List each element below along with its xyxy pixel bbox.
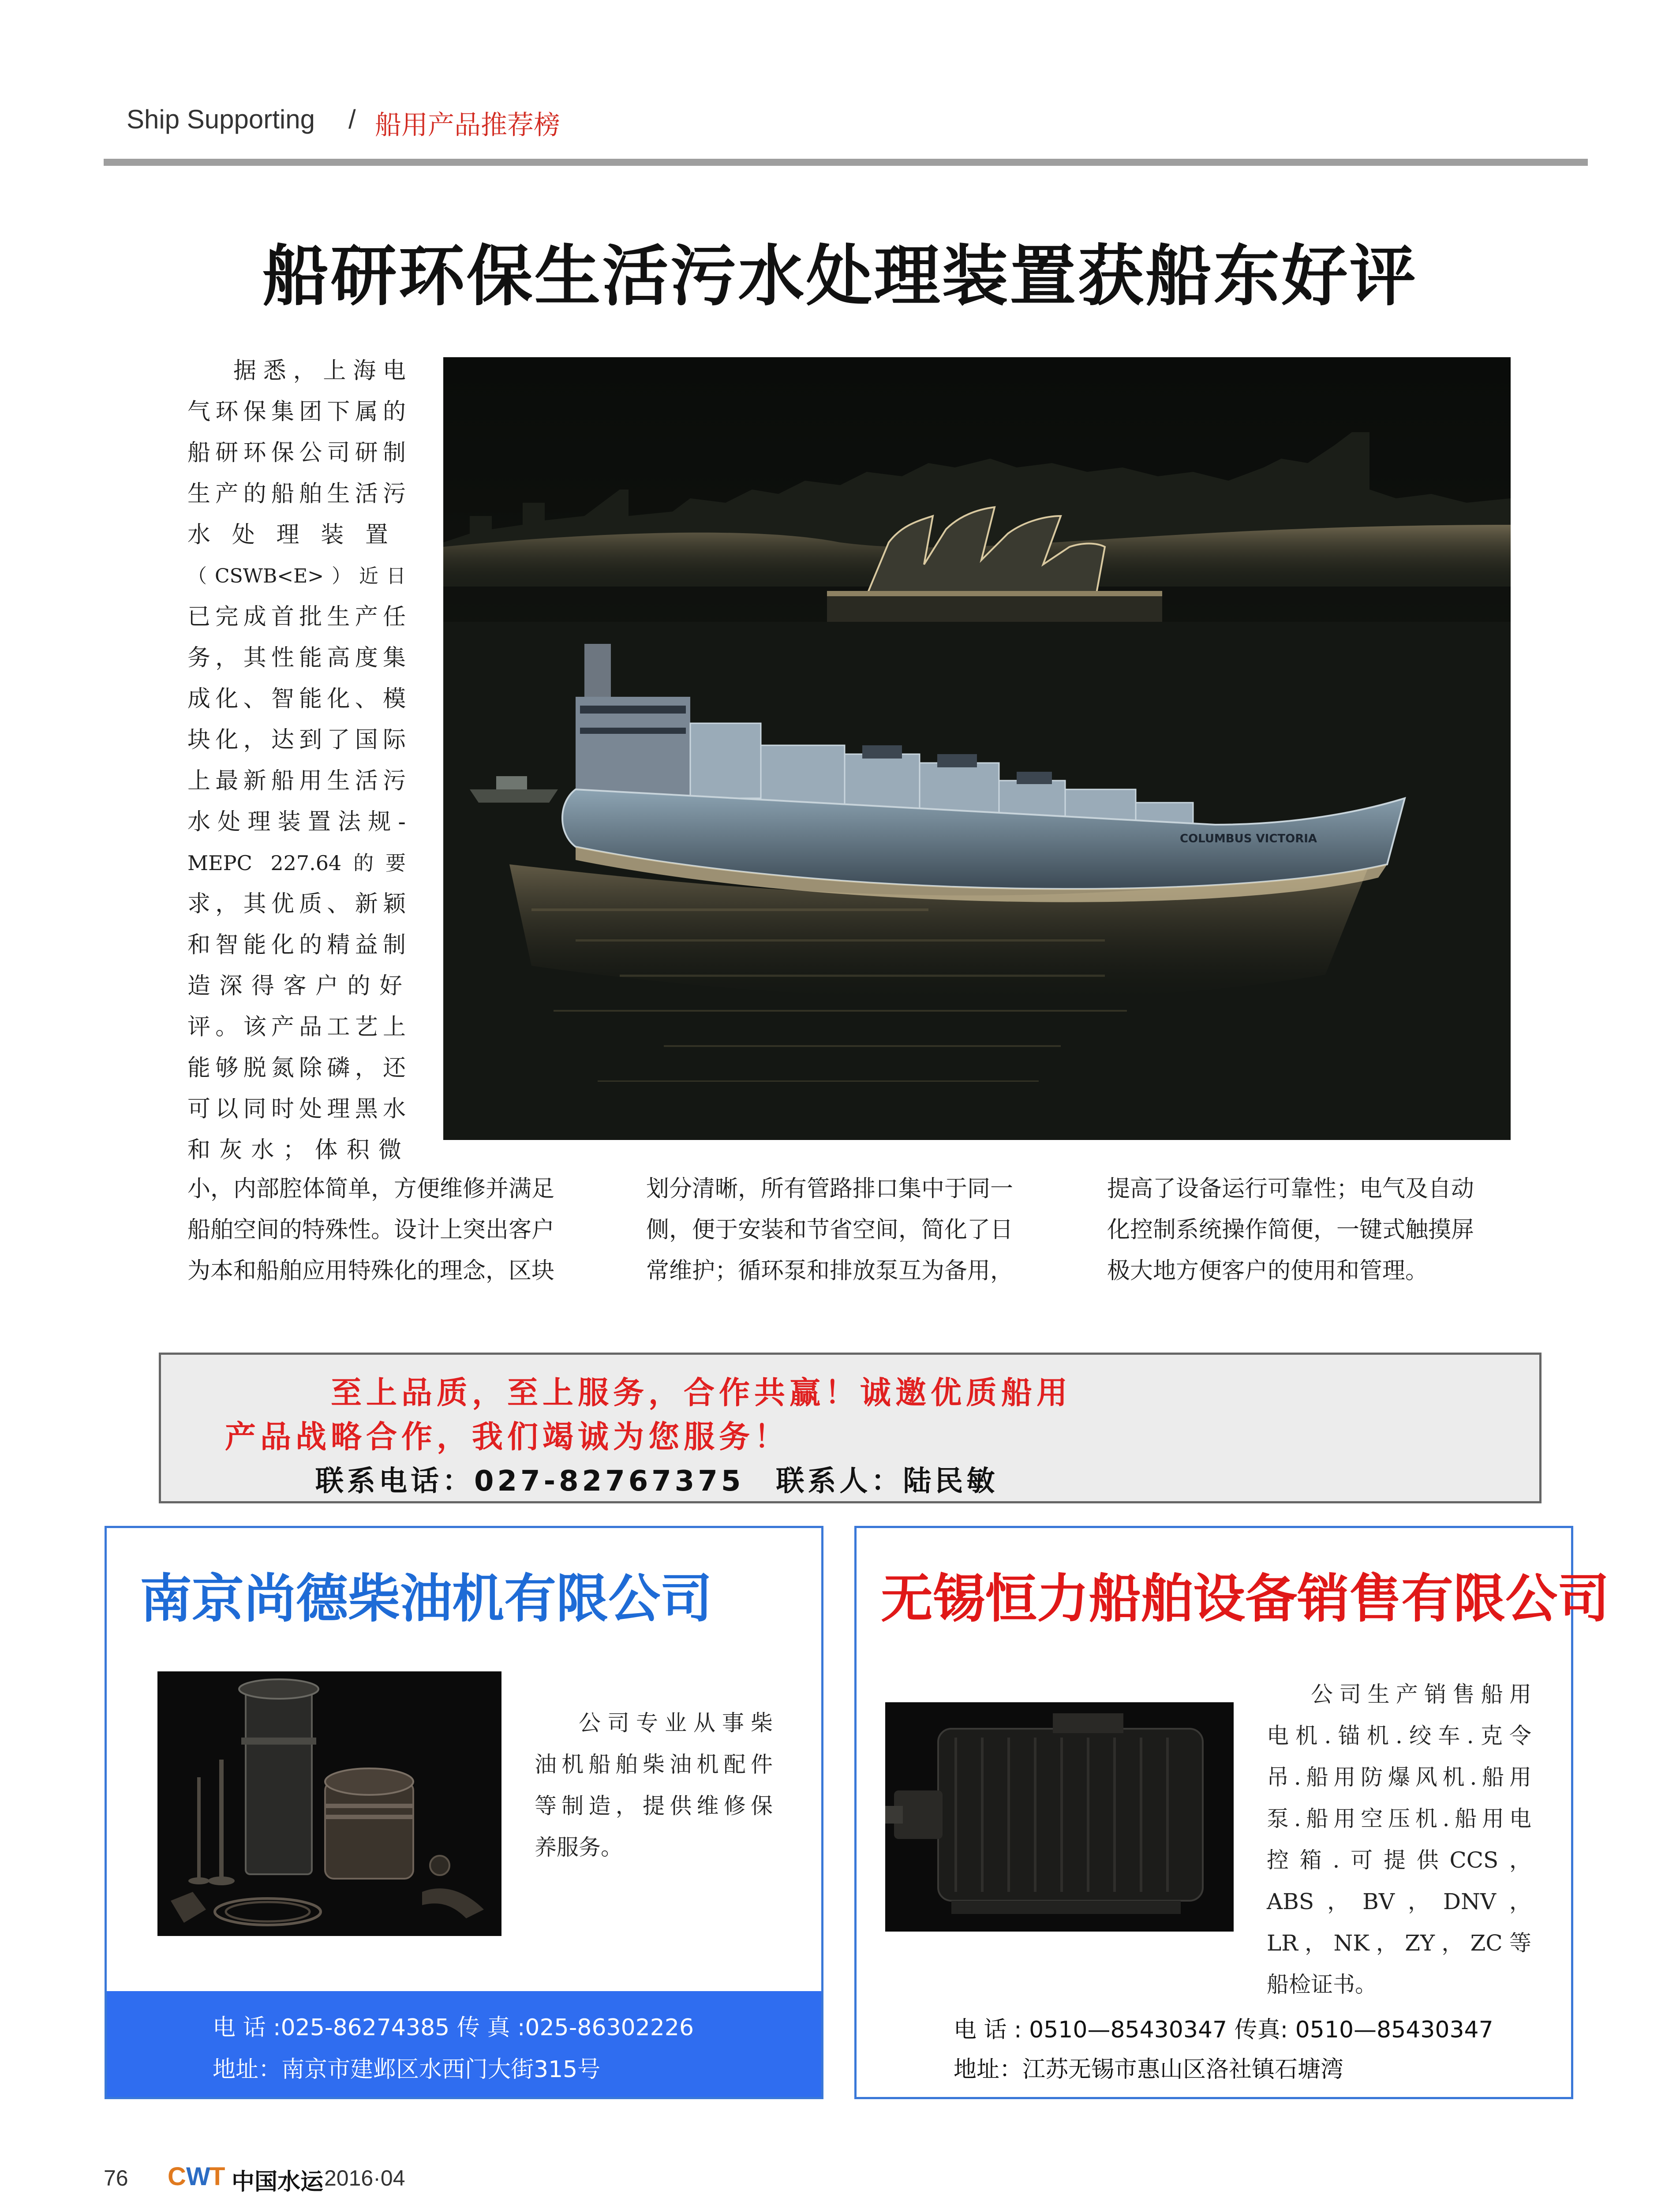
page-number: 76 [104,2166,128,2190]
text-line: 公司专业从事柴 [579,1710,773,1736]
ship-name-label: COLUMBUS VICTORIA [1180,832,1317,845]
article-column-1-bottom [187,1169,584,1292]
text-line: 成化、智能化、模 [187,686,406,712]
text-line: 生产的船舶生活污 [187,481,406,507]
ad-phone-fax: 电 话 :025-86274385 传 真 :025-86302226 [213,2014,694,2041]
ad-address: 地址：江苏无锡市惠山区洛社镇石塘湾 [954,2056,1344,2083]
text-line: 据悉，上海电 [233,358,406,384]
text-line: 电机.锚机.绞车.克令 [1267,1723,1531,1749]
text-line: 能够脱氮除磷，还 [187,1055,406,1081]
magazine-logo-w: W [186,2162,210,2191]
text-line: 泵.船用空压机.船用电 [1267,1806,1531,1831]
ad-description [535,1702,773,1868]
article-column-1-top [187,351,406,1171]
magazine-name: 中国水运 [232,2168,324,2195]
text-line: 块化，达到了国际 [187,727,406,753]
ad-wuxi-hengli [854,1526,1610,2099]
text-line: 常维护；循环泵和排放泵互为备用， [646,1258,1014,1284]
text-line: 和智能化的精益制 [187,932,406,958]
article-column-2 [646,1169,1056,1292]
text-line: 船舶空间的特殊性。设计上突出客户 [187,1217,555,1243]
magazine-logo-t: T [210,2162,225,2191]
text-line: ABS，BV，DNV， [1267,1889,1531,1914]
text-line: 和灰水；体积微 [187,1137,406,1163]
promo-line-2: 产品战略合作，我们竭诚为您服务！ [225,1419,789,1455]
article-title: 船研环保生活污水处理装置获船东好评 [262,237,1418,315]
ad-phone-fax: 电 话 : 0510—85430347 传真: 0510—85430347 [954,2017,1493,2043]
text-line: 等制造，提供维修保 [535,1793,773,1819]
article-column-3 [1107,1169,1517,1292]
text-line: 控箱.可提供CCS， [1267,1847,1531,1873]
issue-number: 2016·04 [324,2166,405,2190]
header-divider [104,159,1588,166]
text-line: 公司生产销售船用 [1311,1682,1531,1707]
text-line: 造深得客户的好 [187,973,406,999]
ad-description [1267,1674,1531,2005]
text-line: 油机船舶柴油机配件 [535,1752,773,1777]
text-line: 水处理装置 [187,522,406,548]
text-line: 水处理装置法规- [187,809,406,835]
article-photo-ship [443,357,1511,1140]
text-line: 求，其优质、新颖 [187,891,406,917]
text-line: 吊.船用防爆风机.船用 [1267,1764,1531,1790]
text-line: 养服务。 [535,1835,623,1860]
text-line: 评。该产品工艺上 [187,1014,406,1040]
ad-contact-bar [107,1991,821,2097]
ad-company-name: 南京尚德柴油机有限公司 [140,1568,713,1629]
ad-address: 地址：南京市建邺区水西门大街315号 [213,2056,601,2083]
section-label-en: Ship Supporting [127,105,315,134]
promo-banner [159,1353,1542,1503]
text-line: 可以同时处理黑水 [187,1096,406,1122]
section-separator: / [348,105,356,134]
promo-line-1: 至上品质，至上服务，合作共赢！诚邀优质船用 [331,1375,1072,1411]
text-line: 船检证书。 [1267,1972,1377,1997]
text-line: 提高了设备运行可靠性；电气及自动 [1107,1176,1474,1202]
text-line: MEPC 227.64的要 [187,851,406,875]
text-line: 船研环保公司研制 [187,440,406,466]
ad-nanjing-shangde [105,1526,823,2099]
magazine-logo-c: C [168,2162,186,2191]
text-line: 划分清晰，所有管路排口集中于同一 [646,1176,1014,1202]
ship-harbour-illustration [443,357,1511,1140]
diesel-parts-photo [157,1671,501,1936]
text-line: 气环保集团下属的 [187,399,406,425]
text-line: 务，其性能高度集 [187,645,406,671]
text-line: 上最新船用生活污 [187,768,406,794]
text-line: 已完成首批生产任 [187,604,406,630]
text-line: （CSWB<E>）近日 [187,565,406,587]
promo-contact: 联系电话：027-82767375 联系人：陆民敏 [315,1465,999,1498]
text-line: 为本和船舶应用特殊化的理念，区块 [187,1258,555,1284]
text-line: 化控制系统操作简便，一键式触摸屏 [1107,1217,1474,1243]
text-line: LR，NK，ZY，ZC等 [1267,1930,1531,1956]
text-line: 侧，便于安装和节省空间，简化了日 [646,1217,1014,1243]
section-label-cn: 船用产品推荐榜 [375,110,560,141]
text-line: 极大地方便客户的使用和管理。 [1107,1258,1429,1284]
electric-motor-photo [885,1702,1234,1932]
text-line: 小，内部腔体简单，方便维修并满足 [187,1176,555,1202]
ad-company-name: 无锡恒力船舶设备销售有限公司 [881,1568,1610,1629]
